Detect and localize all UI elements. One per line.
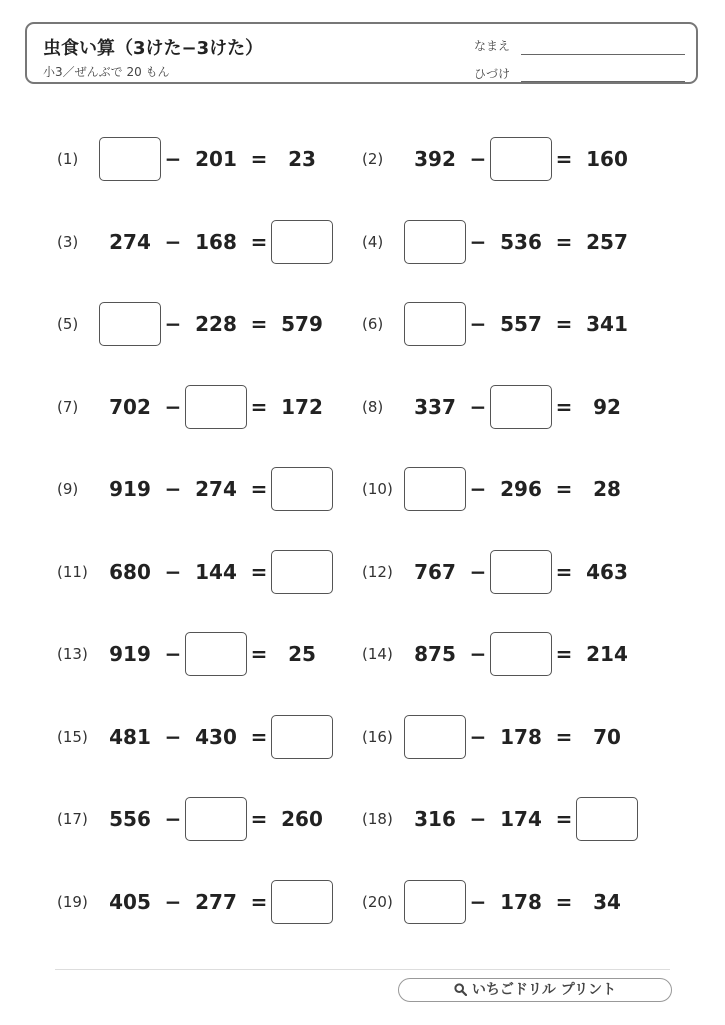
problem-number: (6) [362, 315, 384, 333]
operand-a: 274 [109, 229, 151, 254]
operand-a: 405 [109, 889, 151, 914]
operand-c: 28 [593, 477, 621, 501]
operand-c: 260 [281, 807, 323, 831]
problem-item [362, 632, 662, 680]
answer-box[interactable] [271, 220, 333, 264]
equals-sign: = [250, 889, 268, 914]
search-icon [454, 983, 467, 996]
minus-sign: − [469, 229, 487, 254]
operand-c: 214 [586, 642, 628, 666]
operand-b: 201 [195, 147, 237, 171]
equals-sign: = [250, 147, 268, 171]
answer-box[interactable] [490, 137, 552, 181]
minus-sign: − [164, 724, 182, 749]
problem-number: (10) [362, 480, 393, 498]
answer-box[interactable] [490, 385, 552, 429]
operand-b: 228 [195, 312, 237, 336]
equals-sign: = [250, 642, 268, 666]
equals-sign: = [555, 394, 573, 419]
operand-c: 257 [586, 229, 628, 254]
operand-b: 557 [500, 312, 542, 336]
problem-number: (8) [362, 397, 384, 416]
answer-box[interactable] [404, 880, 466, 924]
problem-item [57, 137, 357, 185]
operand-b: 168 [195, 229, 237, 254]
equals-sign: = [555, 889, 573, 914]
problem-number: (20) [362, 892, 393, 911]
minus-sign: − [469, 889, 487, 914]
operand-c: 23 [288, 147, 316, 171]
operand-a: 919 [109, 477, 151, 501]
answer-box[interactable] [185, 797, 247, 841]
operand-a: 481 [109, 724, 151, 749]
operand-c: 70 [593, 724, 621, 749]
problem-item [57, 880, 357, 928]
operand-c: 341 [586, 312, 628, 336]
problem-item [362, 797, 662, 845]
answer-box[interactable] [185, 385, 247, 429]
operand-c: 172 [281, 394, 323, 419]
problem-number: (5) [57, 315, 79, 333]
minus-sign: − [469, 147, 487, 171]
answer-box[interactable] [99, 137, 161, 181]
worksheet-title: 虫食い算（3けた−3けた） [43, 38, 264, 59]
equals-sign: = [555, 147, 573, 171]
minus-sign: − [469, 559, 487, 584]
problem-number: (18) [362, 810, 393, 828]
answer-box[interactable] [404, 302, 466, 346]
problem-number: (9) [57, 480, 79, 498]
answer-box[interactable] [271, 880, 333, 924]
answer-box[interactable] [99, 302, 161, 346]
problem-number: (13) [57, 645, 88, 663]
minus-sign: − [469, 642, 487, 666]
minus-sign: − [469, 477, 487, 501]
equals-sign: = [250, 312, 268, 336]
operand-b: 178 [500, 889, 542, 914]
name-label: なまえ [474, 39, 511, 53]
operand-c: 160 [586, 147, 628, 171]
problem-item [57, 385, 357, 433]
date-field[interactable] [521, 81, 685, 82]
problem-item [362, 385, 662, 433]
answer-box[interactable] [490, 550, 552, 594]
worksheet-subtitle: 小3／ぜんぶで 20 もん [43, 65, 170, 79]
equals-sign: = [250, 229, 268, 254]
operand-a: 337 [414, 394, 456, 419]
operand-b: 536 [500, 229, 542, 254]
equals-sign: = [555, 312, 573, 336]
problem-number: (14) [362, 645, 393, 663]
problem-number: (4) [362, 232, 384, 251]
problem-item [362, 550, 662, 598]
minus-sign: − [164, 807, 182, 831]
minus-sign: − [469, 807, 487, 831]
problem-number: (12) [362, 562, 393, 581]
answer-box[interactable] [185, 632, 247, 676]
equals-sign: = [555, 477, 573, 501]
name-field[interactable] [521, 54, 685, 55]
operand-c: 463 [586, 559, 628, 584]
worksheet-header [25, 22, 698, 84]
equals-sign: = [250, 807, 268, 831]
equals-sign: = [250, 477, 268, 501]
problem-item [362, 467, 662, 515]
minus-sign: − [164, 477, 182, 501]
problem-item [57, 797, 357, 845]
answer-box[interactable] [271, 715, 333, 759]
problem-number: (19) [57, 892, 88, 911]
problem-item [362, 302, 662, 350]
equals-sign: = [250, 394, 268, 419]
operand-c: 579 [281, 312, 323, 336]
problem-number: (15) [57, 727, 88, 746]
operand-a: 680 [109, 559, 151, 584]
operand-c: 25 [288, 642, 316, 666]
minus-sign: − [469, 312, 487, 336]
problem-item [57, 550, 357, 598]
equals-sign: = [555, 642, 573, 666]
brand-name: いちごドリル プリント [471, 982, 617, 998]
operand-a: 316 [414, 807, 456, 831]
operand-b: 274 [195, 477, 237, 501]
problem-item [362, 220, 662, 268]
operand-c: 92 [593, 394, 621, 419]
operand-b: 430 [195, 724, 237, 749]
operand-a: 767 [414, 559, 456, 584]
answer-box[interactable] [404, 467, 466, 511]
operand-a: 919 [109, 642, 151, 666]
answer-box[interactable] [404, 715, 466, 759]
problem-number: (1) [57, 150, 79, 168]
problem-number: (16) [362, 727, 393, 746]
answer-box[interactable] [271, 550, 333, 594]
equals-sign: = [555, 229, 573, 254]
problem-item [362, 880, 662, 928]
problem-number: (3) [57, 232, 79, 251]
problem-number: (17) [57, 810, 88, 828]
minus-sign: − [164, 559, 182, 584]
minus-sign: − [164, 229, 182, 254]
minus-sign: − [164, 312, 182, 336]
answer-box[interactable] [271, 467, 333, 511]
date-label: ひづけ [474, 67, 511, 81]
equals-sign: = [250, 559, 268, 584]
problem-item [362, 137, 662, 185]
operand-b: 277 [195, 889, 237, 914]
minus-sign: − [164, 889, 182, 914]
problem-number: (7) [57, 397, 79, 416]
operand-b: 178 [500, 724, 542, 749]
operand-b: 144 [195, 559, 237, 584]
problem-item [57, 632, 357, 680]
problem-item [362, 715, 662, 763]
answer-box[interactable] [490, 632, 552, 676]
operand-a: 702 [109, 394, 151, 419]
operand-c: 34 [593, 889, 621, 914]
operand-a: 875 [414, 642, 456, 666]
equals-sign: = [555, 559, 573, 584]
equals-sign: = [250, 724, 268, 749]
equals-sign: = [555, 807, 573, 831]
minus-sign: − [469, 724, 487, 749]
minus-sign: − [164, 147, 182, 171]
problem-item [57, 715, 357, 763]
minus-sign: − [164, 642, 182, 666]
minus-sign: − [469, 394, 487, 419]
problem-item [57, 220, 357, 268]
footer-divider [55, 969, 670, 970]
problem-item [57, 467, 357, 515]
brand-badge [398, 978, 672, 1002]
answer-box[interactable] [576, 797, 638, 841]
problem-item [57, 302, 357, 350]
problem-number: (2) [362, 150, 384, 168]
operand-b: 174 [500, 807, 542, 831]
minus-sign: − [164, 394, 182, 419]
operand-a: 556 [109, 807, 151, 831]
equals-sign: = [555, 724, 573, 749]
answer-box[interactable] [404, 220, 466, 264]
problem-number: (11) [57, 562, 88, 581]
operand-a: 392 [414, 147, 456, 171]
operand-b: 296 [500, 477, 542, 501]
